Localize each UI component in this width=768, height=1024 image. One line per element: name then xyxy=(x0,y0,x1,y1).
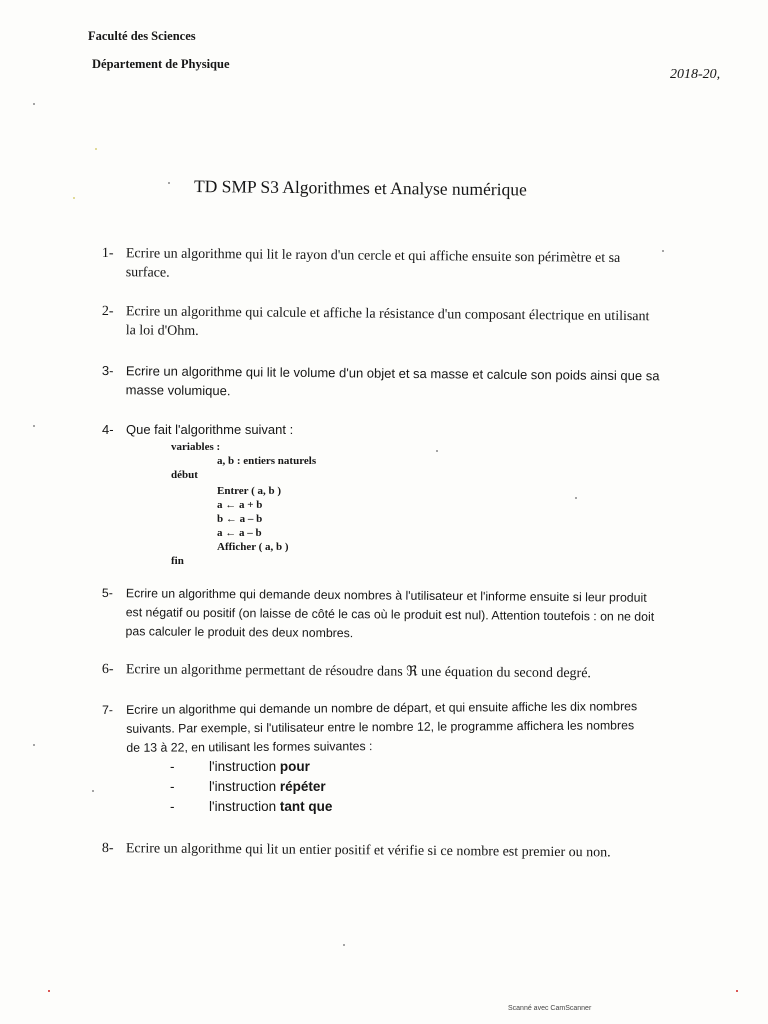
exercise-text: Ecrire un algorithme qui lit le volume d'un objet et sa masse et calcule son poids ainsi que sa masse volumique. xyxy=(125,363,660,399)
bullet-dash: - xyxy=(170,779,175,794)
exercise-2 xyxy=(102,302,662,345)
bullet-keyword: répéter xyxy=(279,779,326,794)
scan-speck xyxy=(575,497,577,499)
list-item xyxy=(170,777,332,797)
exercise-text: Ecrire un algorithme permettant de résoudre dans ℜ une équation du second degré. xyxy=(125,662,592,682)
scan-speck xyxy=(73,197,75,199)
scan-speck xyxy=(343,944,345,946)
exercise-6 xyxy=(102,660,662,684)
algorithm-block xyxy=(171,440,316,568)
bullet-keyword: tant que xyxy=(279,799,333,814)
scan-speck xyxy=(92,790,94,792)
exercise-text: Ecrire un algorithme qui lit le rayon d'un cercle et qui affiche ensuite son périmètre et sa surface. xyxy=(125,246,621,281)
algo-declaration: a, b : entiers naturels xyxy=(217,455,317,467)
exercise-4 xyxy=(102,420,662,439)
department-heading: Département de Physique xyxy=(92,57,230,71)
exercise-7 xyxy=(102,697,662,758)
algo-line: a ← a + b xyxy=(217,499,263,511)
scan-speck xyxy=(33,425,35,427)
scan-speck xyxy=(33,744,35,746)
scan-speck xyxy=(95,148,97,150)
scan-speck xyxy=(662,250,664,252)
exercise-text: Que fait l'algorithme suivant : xyxy=(126,422,294,437)
algo-variables: variables : xyxy=(171,441,221,453)
list-item xyxy=(170,757,332,777)
scan-speck xyxy=(33,103,35,105)
exercise-number: 4- xyxy=(102,422,114,437)
scan-speck xyxy=(168,182,170,184)
exercise-1 xyxy=(102,244,662,287)
exercise-number: 5- xyxy=(101,585,113,601)
bullet-dash: - xyxy=(170,759,175,774)
loop-forms-list xyxy=(170,757,332,817)
scan-speck xyxy=(736,990,738,992)
scanner-watermark: Scanné avec CamScanner xyxy=(508,1005,592,1012)
exercise-text: Ecrire un algorithme qui lit un entier positif et vérifie si ce nombre est premier ou non. xyxy=(125,841,611,861)
exercise-text: Ecrire un algorithme qui calcule et affiche la résistance d'un composant électrique en utilisant la loi d'Ohm. xyxy=(125,304,650,339)
algo-line: Afficher ( a, b ) xyxy=(217,541,289,553)
algo-begin: début xyxy=(171,469,198,481)
exercise-number: 7- xyxy=(102,702,114,717)
algo-line: a ← a – b xyxy=(217,527,262,539)
exercise-number: 8- xyxy=(101,840,114,857)
exercise-8 xyxy=(102,839,662,863)
bullet-prefix: l'instruction xyxy=(209,799,280,814)
algo-line: b ← a – b xyxy=(217,513,263,525)
algo-end: fin xyxy=(171,555,184,567)
bullet-prefix: l'instruction xyxy=(209,779,280,794)
faculty-heading: Faculté des Sciences xyxy=(88,29,196,43)
exercise-number: 2- xyxy=(101,303,114,320)
exercise-text: Ecrire un algorithme qui demande deux nombres à l'utilisateur et l'informe ensuite si leur produit est négatif ou positif (on laisse de côté le cas où le produit est nul). Attention toutefois : on ne doit pas calculer le produit des deux nombres. xyxy=(125,586,655,641)
bullet-dash: - xyxy=(170,799,175,814)
exercise-text: Ecrire un algorithme qui demande un nombre de départ, et qui ensuite affiche les dix nombres suivants. Par exemple, si l'utilisateur entre le nombre 12, le programme affichera les nombres de 13 à 22, en utilisant les formes suivantes : xyxy=(126,699,638,755)
exercise-number: 1- xyxy=(101,245,114,262)
bullet-keyword: pour xyxy=(279,759,310,774)
exercise-3 xyxy=(102,361,662,404)
page-title: TD SMP S3 Algorithmes et Analyse numérique xyxy=(193,176,527,200)
academic-year: 2018-20, xyxy=(670,67,721,82)
scan-speck xyxy=(48,990,50,992)
list-item xyxy=(170,797,332,817)
exercise-number: 6- xyxy=(101,661,114,678)
exercise-5 xyxy=(102,584,662,646)
algo-line: Entrer ( a, b ) xyxy=(217,485,282,497)
scan-speck xyxy=(436,450,438,452)
bullet-prefix: l'instruction xyxy=(209,759,280,774)
exercise-number: 3- xyxy=(101,362,114,379)
